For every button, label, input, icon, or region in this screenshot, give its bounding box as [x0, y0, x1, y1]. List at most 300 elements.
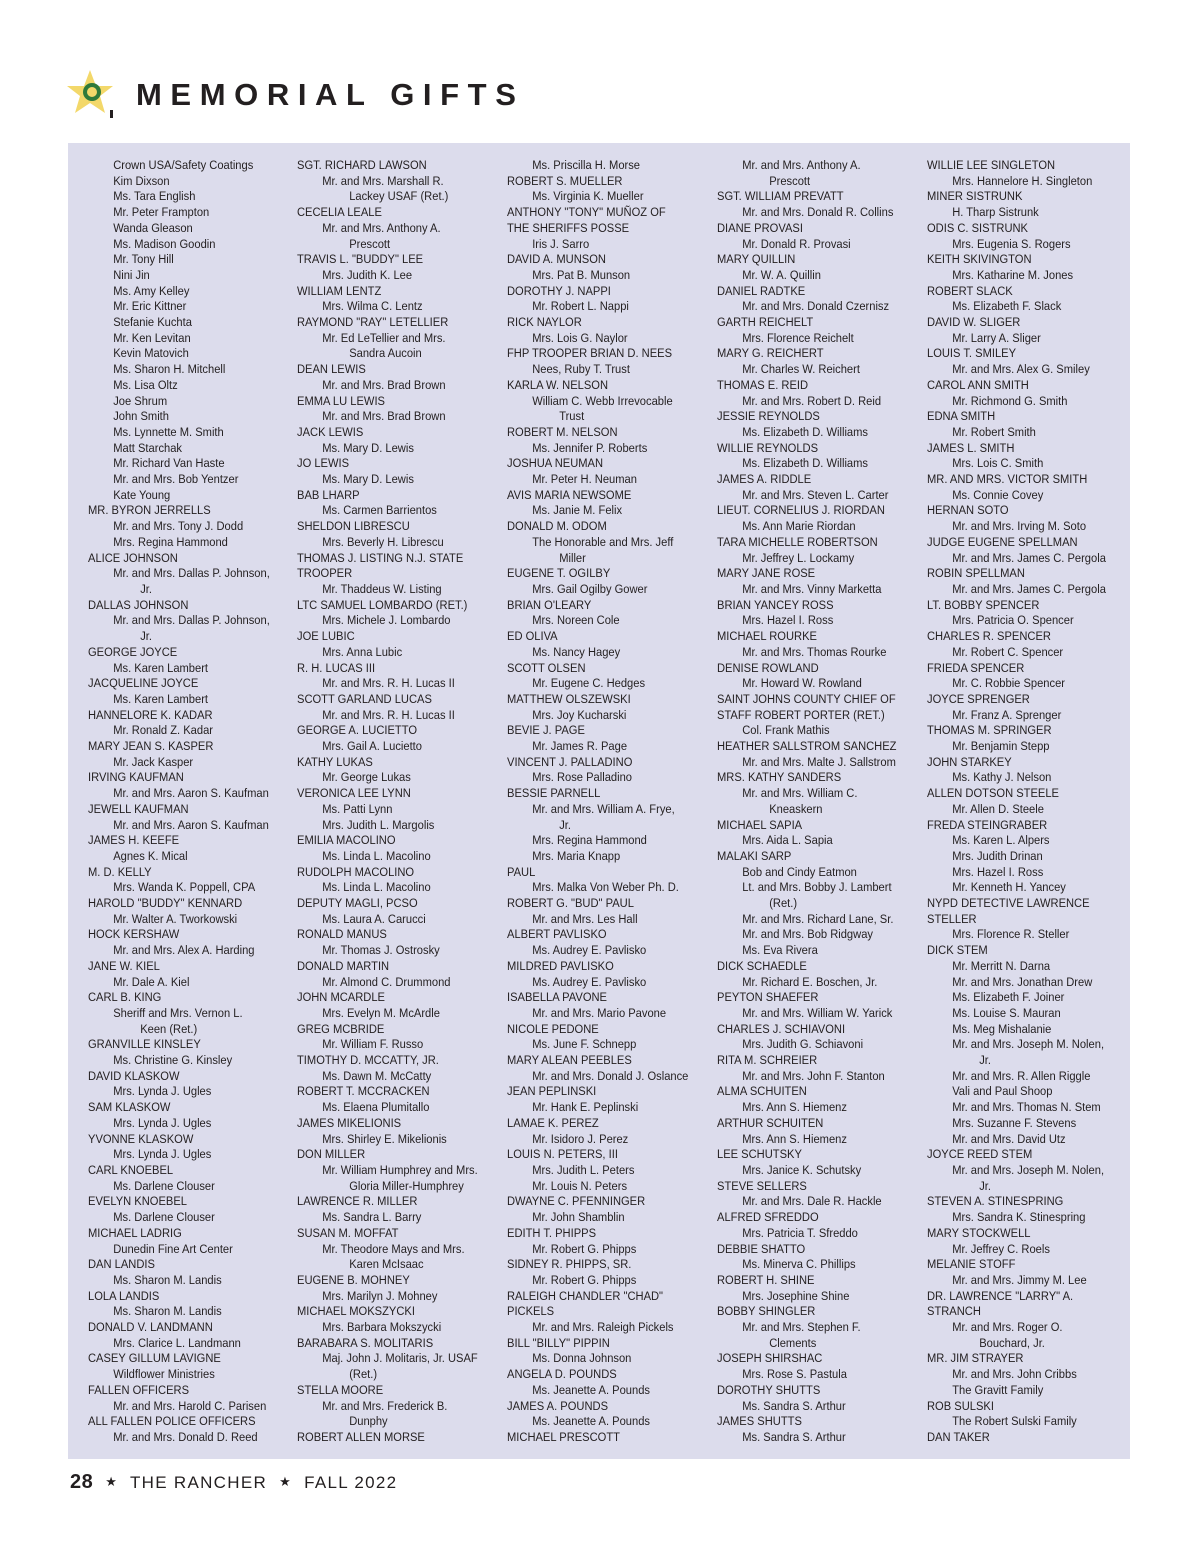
- publication-name: THE RANCHER: [129, 1473, 268, 1492]
- donor-name: Mr. Richmond G. Smith: [952, 393, 1068, 408]
- donor-name: Mrs. Florence R. Steller: [952, 927, 1070, 942]
- honoree-name: ALICE JOHNSON: [88, 550, 178, 565]
- donor-name: Bob and Cindy Eatmon: [742, 864, 857, 879]
- honoree-name: MALAKI SARP: [717, 848, 792, 863]
- honoree-name: PAUL: [507, 864, 536, 879]
- honoree-name: JOSEPH SHIRSHAC: [717, 1351, 823, 1366]
- honoree-name: EUGENE B. MOHNEY: [297, 1272, 410, 1287]
- honoree-name: DIANE PROVASI: [717, 220, 803, 235]
- donor-name: Mrs. Suzanne F. Stevens: [952, 1115, 1077, 1130]
- donor-name: Mr. and Mrs. Dallas P. Johnson,: [113, 613, 270, 628]
- donor-name: Mr. Louis N. Peters: [532, 1178, 628, 1193]
- donor-name: Mr. Eugene C. Hedges: [532, 676, 646, 691]
- honoree-name: BRIAN YANCEY ROSS: [717, 597, 834, 612]
- donor-name: Mr. Allen D. Steele: [952, 801, 1044, 816]
- donor-name: Mr. Richard Van Haste: [113, 456, 225, 471]
- donor-name: Mr. Theodore Mays and Mrs.: [322, 1241, 465, 1256]
- donor-name: Matt Starchak: [113, 440, 182, 455]
- donor-name: Mrs. Lynda J. Ugles: [113, 1147, 212, 1162]
- donor-name: Mr. and Mrs. Alex G. Smiley: [952, 362, 1090, 377]
- donor-name: Mr. and Mrs. Anthony A.: [322, 220, 441, 235]
- honoree-name: BESSIE PARNELL: [507, 786, 601, 801]
- donor-name: Ms. Elizabeth D. Williams: [742, 424, 868, 439]
- donor-name: Mrs. Lynda J. Ugles: [113, 1084, 212, 1099]
- honoree-name: ALLEN DOTSON STEELE: [927, 786, 1060, 801]
- honoree-name: RONALD MANUS: [297, 927, 387, 942]
- donor-name: Ms. Dawn M. McCatty: [322, 1068, 432, 1083]
- honoree-name: WILLIAM LENTZ: [297, 283, 382, 298]
- honoree-name: AVIS MARIA NEWSOME: [507, 487, 632, 502]
- donor-name: Mr. and Mrs. Marshall R.: [322, 173, 444, 188]
- donor-name: Crown USA/Safety Coatings: [113, 158, 254, 172]
- donor-name: Mr. Kenneth H. Yancey: [952, 880, 1066, 895]
- honoree-name: MR. JIM STRAYER: [927, 1351, 1024, 1366]
- donor-name: Mr. Dale A. Kiel: [113, 974, 190, 989]
- donor-name: Mr. and Mrs. Joseph M. Nolen,: [952, 1163, 1105, 1177]
- donor-name: The Gravitt Family: [952, 1382, 1044, 1397]
- page-footer: [70, 1471, 397, 1494]
- donor-name: Mrs. Malka Von Weber Ph. D.: [532, 880, 679, 895]
- honoree-name: WILLIE REYNOLDS: [717, 440, 819, 455]
- honoree-name: RICK NAYLOR: [507, 315, 582, 330]
- donor-name: Mrs. Wanda K. Poppell, CPA: [113, 880, 256, 895]
- honoree-name: BRIAN O'LEARY: [507, 597, 592, 612]
- donor-name: Joe Shrum: [113, 393, 168, 408]
- honoree-name: STEVEN A. STINESPRING: [927, 1194, 1064, 1209]
- donor-name: Mrs. Pat B. Munson: [532, 267, 631, 282]
- honoree-name: ROBERT ALLEN MORSE: [297, 1429, 425, 1444]
- honoree-name: JO LEWIS: [297, 456, 350, 471]
- honoree-name: DEAN LEWIS: [297, 362, 366, 377]
- honoree-name: RAYMOND "RAY" LETELLIER: [297, 315, 449, 330]
- donor-name: Mr. and Mrs. William A. Frye,: [532, 801, 675, 816]
- honoree-name: GEORGE A. LUCIETTO: [297, 723, 418, 738]
- donor-name: Mrs. Rose S. Pastula: [742, 1367, 847, 1382]
- honoree-name: BAB LHARP: [297, 487, 360, 502]
- honoree-name: JANE W. KIEL: [88, 958, 160, 973]
- donor-name: Gloria Miller-Humphrey: [349, 1178, 464, 1193]
- donor-name: Mrs. Judith G. Schiavoni: [742, 1037, 864, 1052]
- honoree-name: JAMES L. SMITH: [927, 440, 1015, 455]
- donor-name: Nini Jin: [113, 267, 150, 282]
- honoree-name: GRANVILLE KINSLEY: [88, 1037, 201, 1052]
- honoree-name: MELANIE STOFF: [927, 1257, 1016, 1272]
- donor-name: (Ret.): [769, 896, 798, 911]
- honoree-name: HAROLD "BUDDY" KENNARD: [88, 896, 243, 911]
- honoree-name: MR. BYRON JERRELLS: [88, 503, 211, 518]
- donor-name: Ms. Nancy Hagey: [532, 644, 621, 659]
- donor-name: Mr. and Mrs. Brad Brown: [322, 409, 446, 424]
- honoree-name: STELLA MOORE: [297, 1382, 384, 1397]
- donor-name: Mr. and Mrs. James C. Pergola: [952, 550, 1106, 565]
- donor-name: Mrs. Patricia T. Sfreddo: [742, 1225, 858, 1240]
- donor-name: Mr. W. A. Quillin: [742, 267, 821, 282]
- donor-name: Ms. Christine G. Kinsley: [113, 1053, 233, 1068]
- donor-name: Ms. Patti Lynn: [322, 801, 393, 816]
- donor-name: Mr. Robert G. Phipps: [532, 1241, 637, 1256]
- donor-name: Jr.: [979, 1178, 991, 1193]
- donor-name: Mr. and Mrs. Bob Yentzer: [113, 472, 239, 487]
- honoree-name: ROB SULSKI: [927, 1398, 994, 1413]
- honoree-name: SIDNEY R. PHIPPS, SR.: [507, 1257, 632, 1272]
- honoree-name: ED OLIVA: [507, 629, 558, 644]
- donor-name: Mr. and Mrs. Malte J. Sallstrom: [742, 754, 896, 769]
- honoree-name: DEBBIE SHATTO: [717, 1241, 806, 1256]
- honoree-name: DONALD M. ODOM: [507, 519, 607, 534]
- donor-name: Ms. Mary D. Lewis: [322, 440, 414, 455]
- honoree-name: HOCK KERSHAW: [88, 927, 180, 942]
- donor-name: Mrs. Ann S. Hiemenz: [742, 1100, 847, 1115]
- donor-name: Karen McIsaac: [349, 1257, 424, 1272]
- honoree-name: JAMES MIKELIONIS: [297, 1115, 402, 1130]
- honoree-name: DONALD MARTIN: [297, 958, 390, 973]
- donor-name: Mrs. Janice K. Schutsky: [742, 1163, 862, 1177]
- honoree-name: DAVID A. MUNSON: [507, 252, 606, 267]
- donor-name: Mrs. Ann S. Hiemenz: [742, 1131, 847, 1146]
- honoree-name: EDITH T. PHIPPS: [507, 1225, 597, 1240]
- donor-name: Mr. Peter H. Neuman: [532, 472, 637, 487]
- donor-name: Mr. and Mrs. Alex A. Harding: [113, 943, 255, 958]
- honoree-name: MR. AND MRS. VICTOR SMITH: [927, 472, 1088, 487]
- donor-name: Jr.: [140, 629, 152, 644]
- honoree-name: MARY JANE ROSE: [717, 566, 816, 581]
- donor-name: Mr. and Mrs. Steven L. Carter: [742, 487, 889, 502]
- donor-name: Mrs. Wilma C. Lentz: [322, 299, 423, 314]
- honoree-name: MICHAEL ROURKE: [717, 629, 817, 644]
- donor-name: Ms. Elizabeth F. Joiner: [952, 990, 1065, 1005]
- donor-name: Mrs. Michele J. Lombardo: [322, 613, 451, 628]
- donor-name: Mr. and Mrs. John Cribbs: [952, 1367, 1077, 1382]
- donor-name: Mr. and Mrs. Frederick B.: [322, 1398, 448, 1413]
- honoree-name: SCOTT OLSEN: [507, 660, 586, 675]
- donor-name: Mrs. Josephine Shine: [742, 1288, 850, 1303]
- donor-name: (Ret.): [349, 1367, 378, 1382]
- donor-name: The Honorable and Mrs. Jeff: [532, 534, 674, 549]
- donor-name: Mr. and Mrs. Jonathan Drew: [952, 974, 1093, 989]
- donor-name: Mr. and Mrs. Vinny Marketta: [742, 581, 882, 596]
- donor-name: Mr. C. Robbie Spencer: [952, 676, 1066, 691]
- donor-name: Mr. and Mrs. Donald J. Oslance: [532, 1068, 689, 1083]
- donor-name: Mr. and Mrs. Aaron S. Kaufman: [113, 817, 269, 832]
- honoree-name: FRIEDA SPENCER: [927, 660, 1025, 675]
- honoree-name: VINCENT J. PALLADINO: [507, 754, 633, 769]
- honoree-name: MICHAEL LADRIG: [88, 1225, 182, 1240]
- honoree-name: FREDA STEINGRABER: [927, 817, 1048, 832]
- honoree-name: STELLER: [927, 911, 977, 926]
- donor-name: Mr. and Mrs. Irving M. Soto: [952, 519, 1087, 534]
- donor-name: Mr. and Mrs. Les Hall: [532, 911, 638, 926]
- honoree-name: ALBERT PAVLISKO: [507, 927, 607, 942]
- donor-name: Mr. and Mrs. Brad Brown: [322, 377, 446, 392]
- donor-name: Kevin Matovich: [113, 346, 189, 361]
- honoree-name: DON MILLER: [297, 1147, 366, 1162]
- donor-name: Mrs. Florence Reichelt: [742, 330, 854, 345]
- honoree-name: SGT. WILLIAM PREVATT: [717, 189, 844, 204]
- donor-name: Mr. and Mrs. Donald R. Collins: [742, 205, 894, 220]
- donor-name: Ms. Eva Rivera: [742, 943, 818, 958]
- donor-name: Mr. Robert L. Nappi: [532, 299, 629, 314]
- donor-name: Mr. Thomas J. Ostrosky: [322, 943, 440, 958]
- donor-name: Mr. Robert C. Spencer: [952, 644, 1064, 659]
- donor-name: Mr. Isidoro J. Perez: [532, 1131, 629, 1146]
- honoree-name: DAVID W. SLIGER: [927, 315, 1021, 330]
- honoree-name: LAWRENCE R. MILLER: [297, 1194, 418, 1209]
- donor-name: Mrs. Aida L. Sapia: [742, 833, 833, 848]
- column-2: [297, 158, 502, 1446]
- donor-name: Nees, Ruby T. Trust: [532, 362, 630, 377]
- honoree-name: MATTHEW OLSZEWSKI: [507, 691, 631, 706]
- donor-name: Mrs. Noreen Cole: [532, 613, 620, 628]
- honoree-name: LEE SCHUTSKY: [717, 1147, 802, 1162]
- honoree-name: EMMA LU LEWIS: [297, 393, 386, 408]
- honoree-name: GREG MCBRIDE: [297, 1021, 385, 1036]
- donor-name: The Robert Sulski Family: [952, 1414, 1077, 1429]
- honoree-name: ARTHUR SCHUITEN: [717, 1115, 824, 1130]
- donor-name: Maj. John J. Molitaris, Jr. USAF: [322, 1351, 478, 1366]
- honoree-name: RALEIGH CHANDLER "CHAD": [507, 1288, 664, 1303]
- donor-name: Mrs. Sandra K. Stinespring: [952, 1210, 1086, 1225]
- donor-name: Ms. Jennifer P. Roberts: [532, 440, 648, 455]
- donor-name: Mr. and Mrs. R. H. Lucas II: [322, 676, 455, 691]
- honoree-name: STEVE SELLERS: [717, 1178, 807, 1193]
- honoree-name: IRVING KAUFMAN: [88, 770, 184, 785]
- donor-name: Mrs. Judith L. Peters: [532, 1163, 635, 1177]
- donor-name: Mr. and Mrs. Bob Ridgway: [742, 927, 873, 942]
- honoree-name: DOROTHY J. NAPPI: [507, 283, 611, 298]
- donor-name: Mrs. Barbara Mokszycki: [322, 1320, 442, 1335]
- donor-name: Ms. Mary D. Lewis: [322, 472, 414, 487]
- donor-name: Mr. Jack Kasper: [113, 754, 194, 769]
- honoree-name: GARTH REICHELT: [717, 315, 814, 330]
- honoree-name: ROBERT H. SHINE: [717, 1272, 815, 1287]
- donor-name: Mr. Franz A. Sprenger: [952, 707, 1062, 722]
- column-1: [88, 158, 293, 1446]
- donor-name: Mr. Larry A. Sliger: [952, 330, 1041, 345]
- donor-name: Mr. William Humphrey and Mrs.: [322, 1163, 478, 1177]
- donor-name: Mr. Peter Frampton: [113, 205, 210, 220]
- star-separator-icon: ★: [105, 1474, 119, 1489]
- star-separator-icon: ★: [279, 1474, 293, 1489]
- honoree-name: SAINT JOHNS COUNTY CHIEF OF: [717, 691, 896, 706]
- honoree-name: JESSIE REYNOLDS: [717, 409, 820, 424]
- donor-name: Mr. and Mrs. Thomas N. Stem: [952, 1100, 1101, 1115]
- honoree-name: ANGELA D. POUNDS: [507, 1367, 617, 1382]
- donor-name: Ms. Lynnette M. Smith: [113, 424, 224, 439]
- honoree-name: BOBBY SHINGLER: [717, 1304, 816, 1319]
- donor-name: Mr. Tony Hill: [113, 252, 174, 267]
- honoree-name: THE SHERIFFS POSSE: [507, 220, 630, 235]
- donor-name: Ms. Sandra S. Arthur: [742, 1429, 846, 1444]
- honoree-name: ISABELLA PAVONE: [507, 990, 607, 1005]
- honoree-name: TARA MICHELLE ROBERTSON: [717, 534, 878, 549]
- donor-name: Mr. Richard E. Boschen, Jr.: [742, 974, 878, 989]
- donor-name: Mr. John Shamblin: [532, 1210, 625, 1225]
- donor-name: Keen (Ret.): [140, 1021, 198, 1036]
- donor-name: Mrs. Shirley E. Mikelionis: [322, 1131, 447, 1146]
- honoree-name: LAMAE K. PEREZ: [507, 1115, 599, 1130]
- donor-name: John Smith: [113, 409, 169, 424]
- honoree-name: BARABARA S. MOLITARIS: [297, 1335, 434, 1350]
- donor-name: Mr. and Mrs. Donald Czernisz: [742, 299, 890, 314]
- honoree-name: SCOTT GARLAND LUCAS: [297, 691, 432, 706]
- donor-name: William C. Webb Irrevocable: [532, 393, 673, 408]
- donor-name: Mr. Donald R. Provasi: [742, 236, 851, 251]
- donor-name: Mr. and Mrs. Joseph M. Nolen,: [952, 1037, 1105, 1052]
- honoree-name: DICK STEM: [927, 943, 988, 958]
- donor-name: Mr. James R. Page: [532, 739, 628, 754]
- donor-name: Mr. Robert G. Phipps: [532, 1272, 637, 1287]
- donor-name: Mrs. Hazel I. Ross: [952, 864, 1044, 879]
- donor-name: Ms. Madison Goodin: [113, 236, 216, 251]
- honoree-name: CECELIA LEALE: [297, 205, 382, 220]
- donor-name: Ms. Sharon M. Landis: [113, 1304, 222, 1319]
- honoree-name: LT. BOBBY SPENCER: [927, 597, 1040, 612]
- donor-name: Ms. Donna Johnson: [532, 1351, 632, 1366]
- donor-name: Ms. Sandra L. Barry: [322, 1210, 422, 1225]
- honoree-name: LOUIS T. SMILEY: [927, 346, 1017, 361]
- donor-name: Jr.: [140, 581, 152, 596]
- honoree-name: ROBERT G. "BUD" PAUL: [507, 896, 634, 911]
- honoree-name: ALMA SCHUITEN: [717, 1084, 807, 1099]
- donor-name: Mr. and Mrs. Tony J. Dodd: [113, 519, 244, 534]
- donor-name: Mr. Eric Kittner: [113, 299, 187, 314]
- donor-name: Mrs. Clarice L. Landmann: [113, 1335, 241, 1350]
- donor-name: Ms. Sharon H. Mitchell: [113, 362, 226, 377]
- honoree-name: MRS. KATHY SANDERS: [717, 770, 842, 785]
- donor-name: Ms. Tara English: [113, 189, 196, 204]
- honoree-name: DAN TAKER: [927, 1429, 990, 1444]
- honoree-name: JOSHUA NEUMAN: [507, 456, 604, 471]
- donor-name: Ms. Janie M. Felix: [532, 503, 623, 518]
- honoree-name: WILLIE LEE SINGLETON: [927, 158, 1056, 172]
- donor-name: Mr. and Mrs. Richard Lane, Sr.: [742, 911, 894, 926]
- column-3: [507, 158, 712, 1446]
- honoree-name: MICHAEL MOKSZYCKI: [297, 1304, 415, 1319]
- donor-name: Mr. Merritt N. Darna: [952, 958, 1051, 973]
- donor-name: Mr. Thaddeus W. Listing: [322, 581, 442, 596]
- donor-name: Ms. Darlene Clouser: [113, 1178, 215, 1193]
- honoree-name: JOE LUBIC: [297, 629, 355, 644]
- honoree-name: MARY G. REICHERT: [717, 346, 824, 361]
- donor-name: Ms. Elizabeth F. Slack: [952, 299, 1062, 314]
- honoree-name: LOUIS N. PETERS, III: [507, 1147, 618, 1162]
- donor-name: Mr. and Mrs. Roger O.: [952, 1320, 1063, 1335]
- donor-name: Mrs. Regina Hammond: [532, 833, 647, 848]
- donor-name: Mr. and Mrs. Robert D. Reid: [742, 393, 882, 408]
- donor-name: Kim Dixson: [113, 173, 170, 188]
- donor-name: Ms. Meg Mishalanie: [952, 1021, 1052, 1036]
- donor-name: Mr. William F. Russo: [322, 1037, 424, 1052]
- honoree-name: ROBERT SLACK: [927, 283, 1013, 298]
- donor-name: Mr. and Mrs. Donald D. Reed: [113, 1429, 258, 1444]
- donor-name: Jr.: [979, 1053, 991, 1068]
- donor-name: Dunphy: [349, 1414, 388, 1429]
- donor-name: Mr. and Mrs. Stephen F.: [742, 1320, 861, 1335]
- honoree-name: ROBERT T. MCCRACKEN: [297, 1084, 430, 1099]
- honoree-name: FHP TROOPER BRIAN D. NEES: [507, 346, 673, 361]
- honoree-name: BEVIE J. PAGE: [507, 723, 585, 738]
- donor-name: H. Tharp Sistrunk: [952, 205, 1039, 220]
- donor-name: Col. Frank Mathis: [742, 723, 830, 738]
- honoree-name: NICOLE PEDONE: [507, 1021, 599, 1036]
- honoree-name: SGT. RICHARD LAWSON: [297, 158, 427, 172]
- honoree-name: JOHN MCARDLE: [297, 990, 385, 1005]
- donor-name: Ms. Linda L. Macolino: [322, 880, 431, 895]
- donor-name: Ms. Laura A. Carucci: [322, 911, 426, 926]
- donor-name: Mrs. Judith L. Margolis: [322, 817, 435, 832]
- honoree-name: DICK SCHAEDLE: [717, 958, 807, 973]
- honoree-name: DENISE ROWLAND: [717, 660, 819, 675]
- honoree-name: CARL KNOEBEL: [88, 1163, 174, 1177]
- honoree-name: JAMES A. POUNDS: [507, 1398, 609, 1413]
- honoree-name: ALFRED SFREDDO: [717, 1210, 819, 1225]
- honoree-name: JACK LEWIS: [297, 424, 364, 439]
- honoree-name: MARY QUILLIN: [717, 252, 796, 267]
- honoree-name: BILL "BILLY" PIPPIN: [507, 1335, 610, 1350]
- honoree-name: MARY JEAN S. KASPER: [88, 739, 214, 754]
- honoree-name: EVELYN KNOEBEL: [88, 1194, 187, 1209]
- donor-name: Ms. Darlene Clouser: [113, 1210, 215, 1225]
- donor-name: Iris J. Sarro: [532, 236, 590, 251]
- honoree-name: YVONNE KLASKOW: [88, 1131, 194, 1146]
- honoree-name: DONALD V. LANDMANN: [88, 1320, 213, 1335]
- donor-name: Mrs. Rose Palladino: [532, 770, 632, 785]
- donor-name: Ms. Carmen Barrientos: [322, 503, 437, 518]
- honoree-name: SAM KLASKOW: [88, 1100, 171, 1115]
- donor-name: Mr. Benjamin Stepp: [952, 739, 1050, 754]
- honoree-name: NYPD DETECTIVE LAWRENCE: [927, 896, 1090, 911]
- donor-name: Mr. and Mrs. William C.: [742, 786, 858, 801]
- honoree-name: HEATHER SALLSTROM SANCHEZ: [717, 739, 897, 754]
- donor-name: Vali and Paul Shoop: [952, 1084, 1053, 1099]
- honoree-name: DWAYNE C. PFENNINGER: [507, 1194, 646, 1209]
- honoree-name: KARLA W. NELSON: [507, 377, 609, 392]
- honoree-name: JOYCE SPRENGER: [927, 691, 1030, 706]
- honoree-name: JOYCE REED STEM: [927, 1147, 1033, 1162]
- honoree-name: JEAN PEPLINSKI: [507, 1084, 597, 1099]
- honoree-name: CHARLES J. SCHIAVONI: [717, 1021, 846, 1036]
- donor-name: Sandra Aucoin: [349, 346, 422, 361]
- donor-name: Miller: [559, 550, 586, 565]
- honoree-name: M. D. KELLY: [88, 864, 152, 879]
- donor-name: Mrs. Eugenia S. Rogers: [952, 236, 1071, 251]
- donor-name: Mr. and Mrs. Jimmy M. Lee: [952, 1272, 1087, 1287]
- donor-name: Mrs. Lynda J. Ugles: [113, 1115, 212, 1130]
- honoree-name: ALL FALLEN POLICE OFFICERS: [88, 1414, 256, 1429]
- donor-name: Lackey USAF (Ret.): [349, 189, 449, 204]
- honoree-name: TROOPER: [297, 566, 353, 581]
- donor-name: Mr. and Mrs. David Utz: [952, 1131, 1066, 1146]
- donor-name: Ms. Lisa Oltz: [113, 377, 178, 392]
- honoree-name: DOROTHY SHUTTS: [717, 1382, 821, 1397]
- honoree-name: EDNA SMITH: [927, 409, 996, 424]
- donor-name: Ms. Audrey E. Pavlisko: [532, 974, 647, 989]
- honoree-name: CARL B. KING: [88, 990, 162, 1005]
- donor-name: Mrs. Patricia O. Spencer: [952, 613, 1074, 628]
- honoree-name: STAFF ROBERT PORTER (RET.): [717, 707, 885, 722]
- donor-name: Kate Young: [113, 487, 171, 502]
- honoree-name: STRANCH: [927, 1304, 981, 1319]
- donor-name: Mrs. Marilyn J. Mohney: [322, 1288, 438, 1303]
- honoree-name: EMILIA MACOLINO: [297, 833, 396, 848]
- donor-name: Ms. Connie Covey: [952, 487, 1044, 502]
- honoree-name: GEORGE JOYCE: [88, 644, 178, 659]
- donor-name: Mr. Ronald Z. Kadar: [113, 723, 213, 738]
- honoree-name: MARY ALEAN PEEBLES: [507, 1053, 632, 1068]
- honoree-name: SUSAN M. MOFFAT: [297, 1225, 399, 1240]
- issue-label: FALL 2022: [304, 1473, 398, 1492]
- donor-name: Ms. Amy Kelley: [113, 283, 190, 298]
